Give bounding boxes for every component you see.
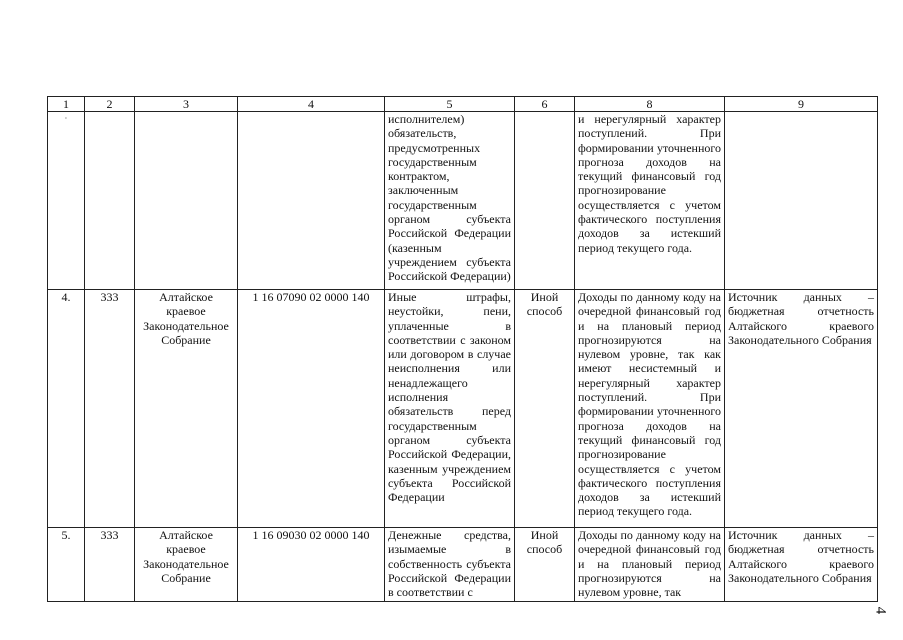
table-row	[48, 290, 878, 528]
data-source	[725, 112, 878, 290]
table-row	[48, 112, 878, 290]
revenue-description: Денежные средства, изымаемые в собственность субъекта Российской Федерации в соответствии с	[385, 528, 515, 602]
revenue-description: исполнителем) обязательств, предусмотренных государственным контрактом, заключенным государственным органом субъекта Российской Федерации (казенным учреждением субъекта Российской Федерации)	[385, 112, 515, 290]
row-number: 5.	[48, 528, 85, 602]
kbk-code: 1 16 09030 02 0000 140	[238, 528, 385, 602]
revenue-description: Иные штрафы, неустойки, пени, уплаченные в соответствии с законом или договором в случае неисполнения или ненадлежащего исполнения обязательств перед государственным органом субъекта Российской Федерации, казенным учреждением субъекта Российской Федерации	[385, 290, 515, 528]
forecast-algorithm: Доходы по данному коду на очередной финансовый год и на плановый период прогнозируются на нулевом уровне, так	[575, 528, 725, 602]
header-col-4: 4	[238, 97, 385, 112]
data-source: Источник данных – бюджетная отчетность Алтайского краевого Законодательного Собрания	[725, 528, 878, 602]
revenue-forecast-table	[47, 96, 878, 602]
forecast-method: Иной способ	[515, 528, 575, 602]
admin-code: 333	[85, 528, 135, 602]
header-col-5: 5	[385, 97, 515, 112]
kbk-code	[238, 112, 385, 290]
admin-code: 333	[85, 290, 135, 528]
data-source: Источник данных – бюджетная отчетность Алтайского краевого Законодательного Собрания	[725, 290, 878, 528]
page-number: 4	[871, 606, 888, 615]
forecast-algorithm: и нерегулярный характер поступлений. При формировании уточненного прогноза доходов на текущий финансовый год прогнозирование осуществляется с учетом фактического поступления доходов за истекший период текущего года.	[575, 112, 725, 290]
table-row	[48, 528, 878, 602]
forecast-algorithm: Доходы по данному коду на очередной финансовый год и на плановый период прогнозируются на нулевом уровне, так как имеют несистемный и нерегулярный характер поступлений. При формировании уточненного прогноза доходов на текущий финансовый год прогнозирование осуществляется с учетом фактического поступления доходов за истекший период текущего года.	[575, 290, 725, 528]
org-name	[135, 112, 238, 290]
header-col-1: 1	[48, 97, 85, 112]
header-col-2: 2	[85, 97, 135, 112]
forecast-method	[515, 112, 575, 290]
admin-code	[85, 112, 135, 290]
forecast-method: Иной способ	[515, 290, 575, 528]
header-col-9: 9	[725, 97, 878, 112]
row-number: 4.	[48, 290, 85, 528]
header-col-3: 3	[135, 97, 238, 112]
kbk-code: 1 16 07090 02 0000 140	[238, 290, 385, 528]
org-name: Алтайское краевое Законодательное Собрание	[135, 528, 238, 602]
header-row	[48, 97, 878, 112]
row-number: ·	[48, 112, 85, 290]
org-name: Алтайское краевое Законодательное Собрание	[135, 290, 238, 528]
header-col-6: 6	[515, 97, 575, 112]
header-col-8: 8	[575, 97, 725, 112]
